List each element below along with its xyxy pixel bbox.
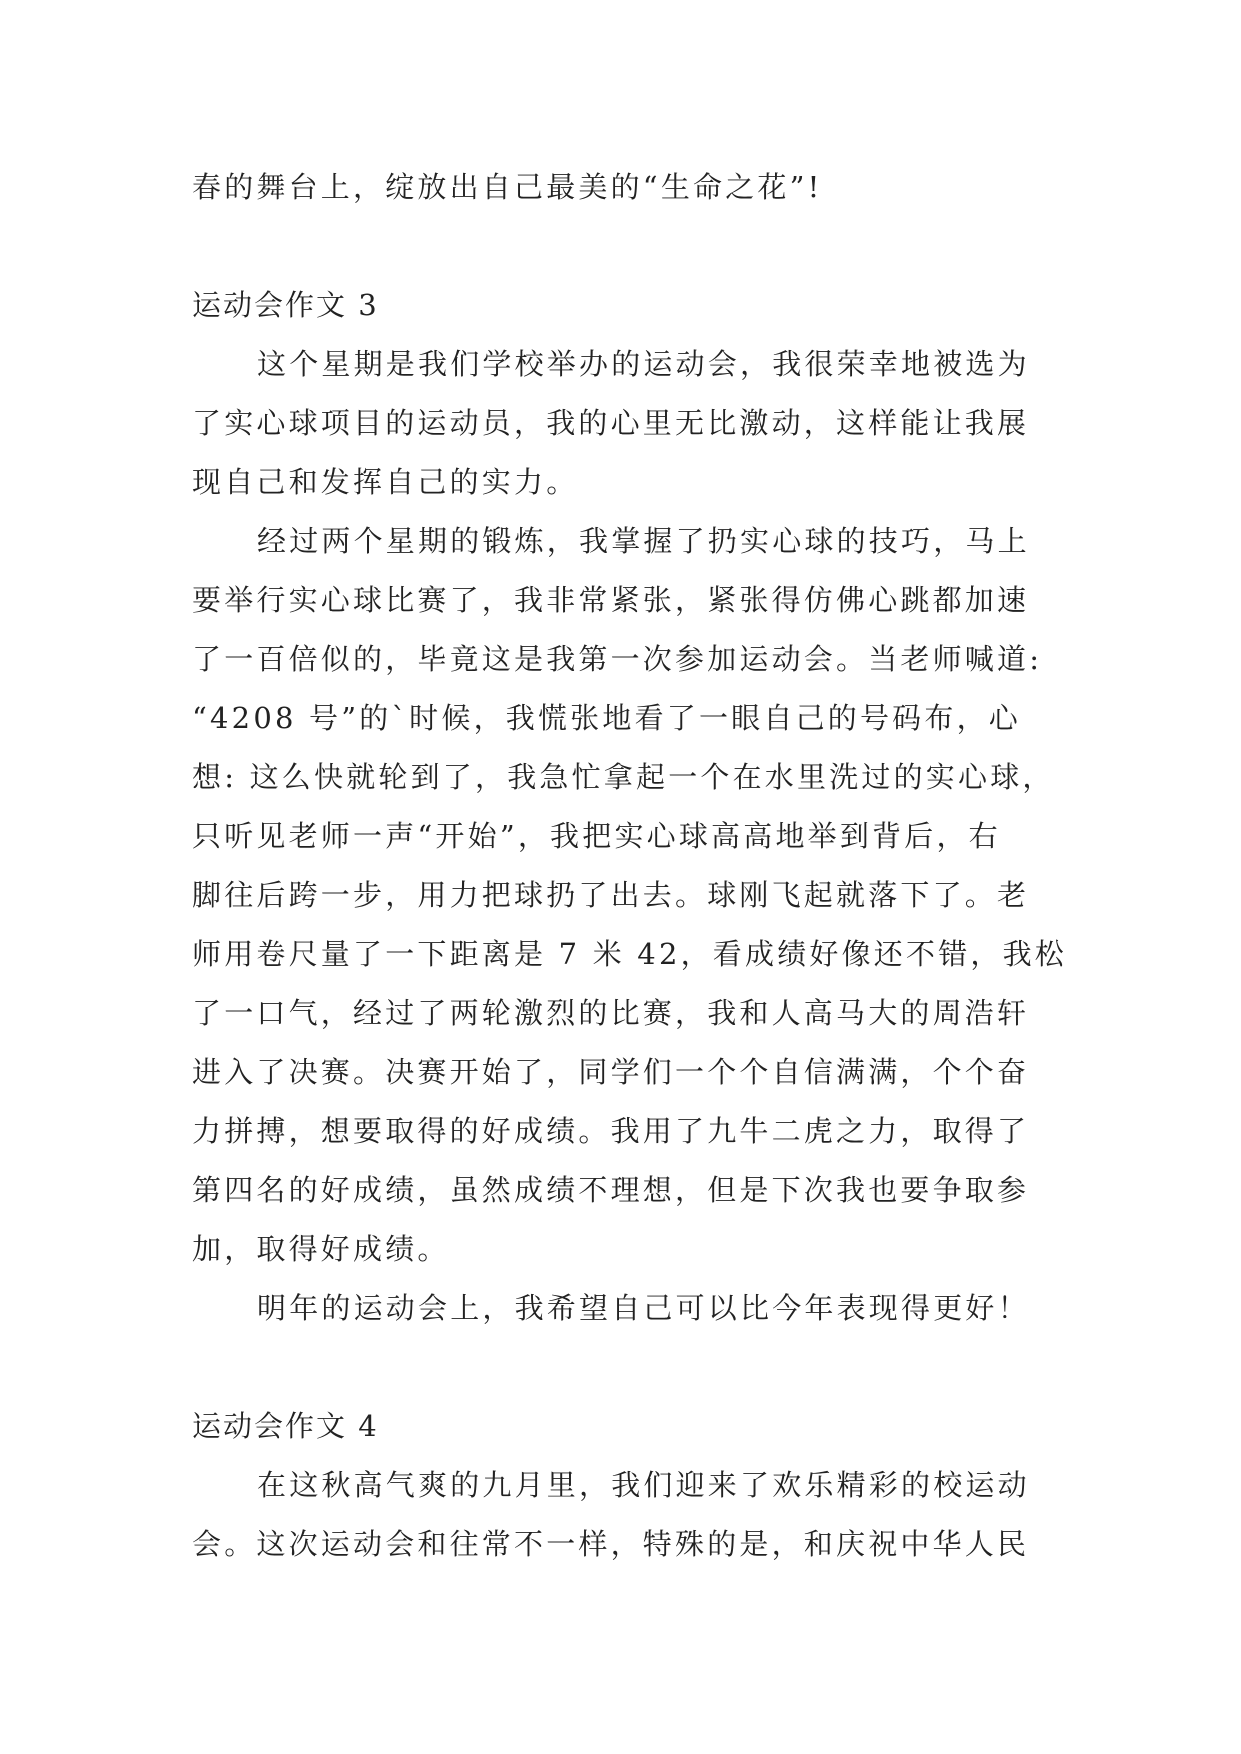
text-line: “4208 号”的`时候，我慌张地看了一眼自己的号码布，心 xyxy=(192,701,1021,735)
text-line: 这个星期是我们学校举办的运动会，我很荣幸地被选为 xyxy=(257,347,1030,381)
text-line: 第四名的好成绩，虽然成绩不理想，但是下次我也要争取参 xyxy=(192,1173,1030,1207)
essay-4-heading: 运动会作文 4 xyxy=(192,1409,379,1443)
text-line: 了实心球项目的运动员，我的心里无比激动，这样能让我展 xyxy=(192,406,1030,440)
document-body xyxy=(192,158,1068,1574)
text-line: 师用卷尺量了一下距离是 7 米 42，看成绩好像还不错，我松 xyxy=(192,937,1068,971)
intro-line: 春的舞台上，绽放出自己最美的“生命之花”! xyxy=(192,170,823,204)
text-line: 加，取得好成绩。 xyxy=(192,1232,450,1266)
text-line: 进入了决赛。决赛开始了，同学们一个个自信满满，个个奋 xyxy=(192,1055,1030,1089)
text-line: 要举行实心球比赛了，我非常紧张，紧张得仿佛心跳都加速 xyxy=(192,583,1030,617)
text-line: 想: 这么快就轮到了，我急忙拿起一个在水里洗过的实心球， xyxy=(192,760,1055,794)
text-line: 了一百倍似的，毕竟这是我第一次参加运动会。当老师喊道: xyxy=(192,642,1043,676)
essay-4-paragraph-1 xyxy=(192,1456,1062,1574)
text-line: 明年的运动会上，我希望自己可以比今年表现得更好！ xyxy=(257,1291,1030,1325)
text-line: 力拼搏，想要取得的好成绩。我用了九牛二虎之力，取得了 xyxy=(192,1114,1030,1148)
text-line: 在这秋高气爽的九月里，我们迎来了欢乐精彩的校运动 xyxy=(257,1468,1030,1502)
text-line: 只听见老师一声“开始”，我把实心球高高地举到背后，右 xyxy=(192,819,1001,853)
essay-3-paragraph-1 xyxy=(192,335,1062,512)
text-line: 会。这次运动会和往常不一样，特殊的是，和庆祝中华人民 xyxy=(192,1527,1030,1561)
section-spacer xyxy=(192,1338,1062,1397)
essay-3-paragraph-3 xyxy=(192,1279,1062,1338)
text-line: 脚往后跨一步，用力把球扔了出去。球刚飞起就落下了。老 xyxy=(192,878,1030,912)
text-line: 经过两个星期的锻炼，我掌握了扔实心球的技巧，马上 xyxy=(257,524,1030,558)
essay-3-heading: 运动会作文 3 xyxy=(192,288,379,322)
text-line: 现自己和发挥自己的实力。 xyxy=(192,465,579,499)
essay-3-paragraph-2 xyxy=(192,512,1068,1279)
text-line: 了一口气，经过了两轮激烈的比赛，我和人高马大的周浩轩 xyxy=(192,996,1030,1030)
section-spacer xyxy=(192,217,1062,276)
